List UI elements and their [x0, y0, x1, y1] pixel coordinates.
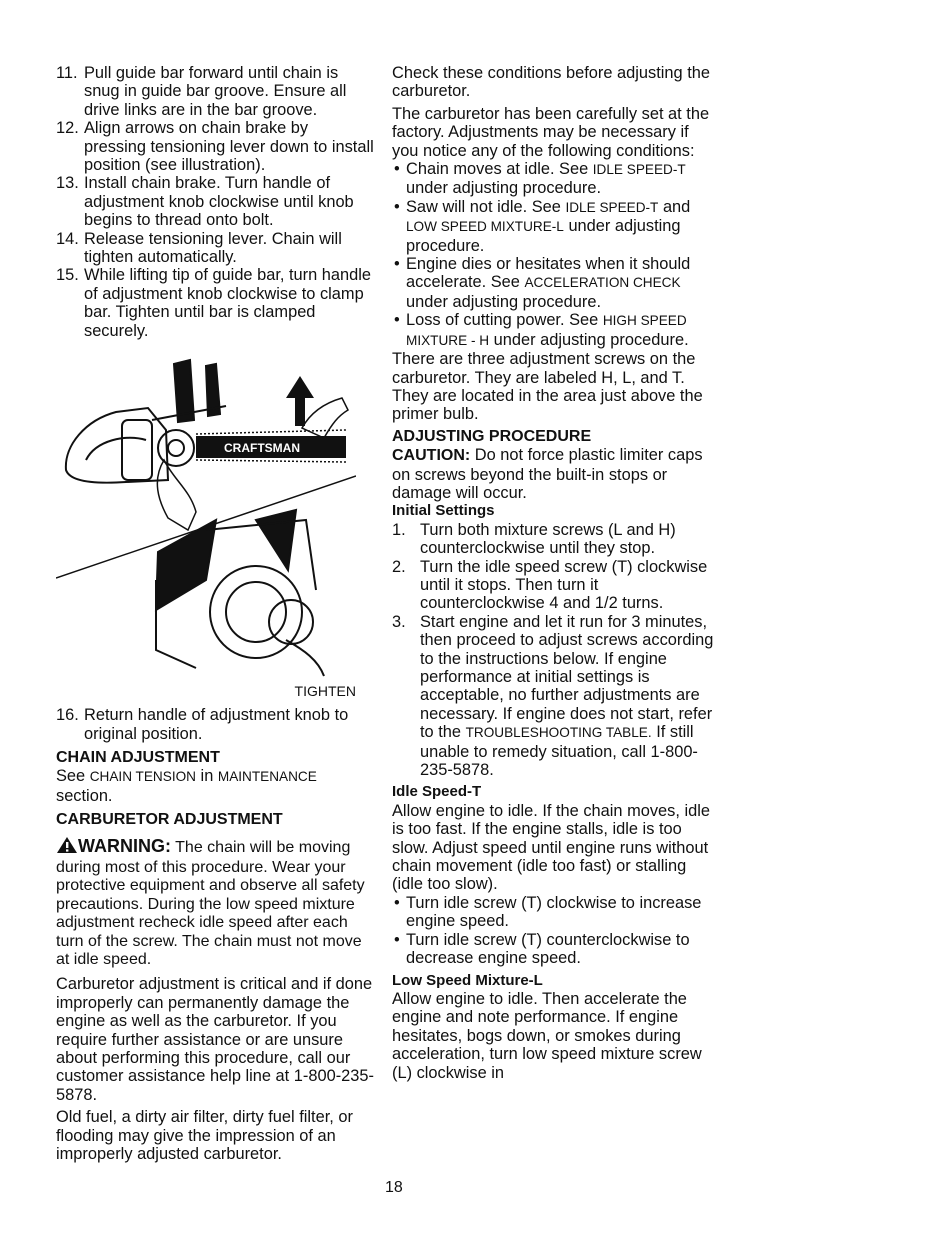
page-number: 18	[385, 1179, 403, 1196]
carburetor-paragraph: Carburetor adjustment is critical and if done improperly can permanently damage the engine as well as the carburetor. If you require further assistance or are unsure about performing this procedure, call our customer assistance help line at 1-800-235-5878.	[56, 975, 374, 1104]
list-item: 12. Align arrows on chain brake by pressing tensioning lever down to install position (see illustration).	[56, 119, 374, 175]
list-item: • Loss of cutting power. See HIGH SPEED MIXTURE - H under adjusting procedure.	[392, 311, 714, 350]
idle-speed-text: Allow engine to idle. If the chain moves, idle is too fast. If the engine stalls, idle is too slow. Adjust speed until engine runs without chain movement (idle too fast) or stalling (idle too slow).	[392, 801, 710, 894]
list-item: 1. Turn both mixture screws (L and H) counterclockwise until they stop.	[392, 520, 676, 558]
caution-block: CAUTION: Do not force plastic limiter caps on screws beyond the built-in stops or damage will occur.	[392, 446, 703, 502]
list-item: 14. Release tensioning lever. Chain will tighten automatically.	[56, 229, 342, 267]
list-item: • Turn idle screw (T) counterclockwise to decrease engine speed.	[392, 931, 714, 968]
screws-paragraph: There are three adjustment screws on the carburetor. They are labeled H, L, and T. They are located in the area just above the primer bulb.	[392, 350, 703, 424]
list-item: • Turn idle screw (T) clockwise to increase engine speed.	[392, 894, 714, 931]
list-item: • Chain moves at idle. See IDLE SPEED-T under adjusting procedure.	[392, 160, 714, 198]
intro-paragraph-1: Check these conditions before adjusting the carburetor.	[392, 64, 711, 101]
chainsaw-illustration	[56, 350, 356, 680]
list-item: 16. Return handle of adjustment knob to original position.	[56, 706, 349, 743]
idle-speed-heading: Idle Speed-T	[392, 783, 482, 801]
steps-11-15	[56, 64, 374, 340]
chain-adjustment-text: See CHAIN TENSION in MAINTENANCE section.	[56, 767, 317, 805]
list-item: 2. Turn the idle speed screw (T) clockwise until it stops. Then turn it counterclockwise 4 and 1/2 turns.	[392, 557, 708, 613]
carburetor-adjustment-heading: CARBURETOR ADJUSTMENT	[56, 811, 283, 829]
list-item: 3. Start engine and let it run for 3 minutes, then proceed to adjust screws according to the instructions below. If engine performance at initial settings is acceptable, no further adjustments are necessary. If engine does not start, refer to the TROUBLESHOOTING TABLE. If still unable to remedy situation, call 1-800-235-5878.	[392, 612, 714, 780]
low-speed-heading: Low Speed Mixture-L	[392, 971, 543, 989]
list-item: 15. While lifting tip of guide bar, turn handle of adjustment knob clockwise to clamp bar. Tighten until bar is clamped securely.	[56, 266, 372, 340]
list-item: 13. Install chain brake. Turn handle of adjustment knob clockwise until knob begins to thread onto bolt.	[56, 174, 354, 230]
brand-logo: CRAFTSMAN	[224, 441, 300, 456]
warning-block	[56, 836, 374, 970]
guide-bar	[196, 430, 346, 462]
tighten-caption: TIGHTEN	[294, 682, 356, 699]
up-arrow-icon	[286, 376, 314, 426]
list-item: • Saw will not idle. See IDLE SPEED-T and LOW SPEED MIXTURE-L under adjusting procedure.	[392, 198, 714, 255]
caution-label: CAUTION:	[392, 447, 471, 465]
list-item: • Engine dies or hesitates when it should accelerate. See ACCELERATION CHECK under adjusting procedure.	[392, 255, 714, 311]
low-speed-text: Allow engine to idle. Then accelerate the engine and note performance. If engine hesitates, bogs down, or smokes during acceleration, turn low speed mixture screw (L) clockwise in	[392, 989, 702, 1082]
warning-icon	[56, 836, 78, 859]
adjusting-procedure-heading: ADJUSTING PROCEDURE	[392, 427, 592, 445]
old-fuel-paragraph: Old fuel, a dirty air filter, dirty fuel filter, or flooding may give the impression of an improperly adjusted carburetor.	[56, 1108, 353, 1164]
warning-text: The chain will be moving during most of this procedure. Wear your protective equipment and observe all safety precautions. During the low speed mixture adjustment recheck idle speed after each turn of the screw. The chain must not move at idle speed.	[56, 838, 365, 968]
initial-settings-list	[392, 521, 714, 780]
left-column	[56, 64, 374, 1163]
warning-label: WARNING:	[78, 835, 171, 856]
list-item: 11. Pull guide bar forward until chain is snug in guide bar groove. Ensure all drive links are in the bar groove.	[56, 64, 347, 119]
initial-settings-heading: Initial Settings	[392, 502, 495, 520]
intro-paragraph-2: The carburetor has been carefully set at the factory. Adjustments may be necessary if you notice any of the following conditions:	[392, 104, 710, 160]
step-16	[56, 706, 374, 743]
right-column	[392, 64, 714, 1082]
chain-adjustment-heading: CHAIN ADJUSTMENT	[56, 748, 220, 766]
chain-brake-illustration	[56, 350, 356, 700]
